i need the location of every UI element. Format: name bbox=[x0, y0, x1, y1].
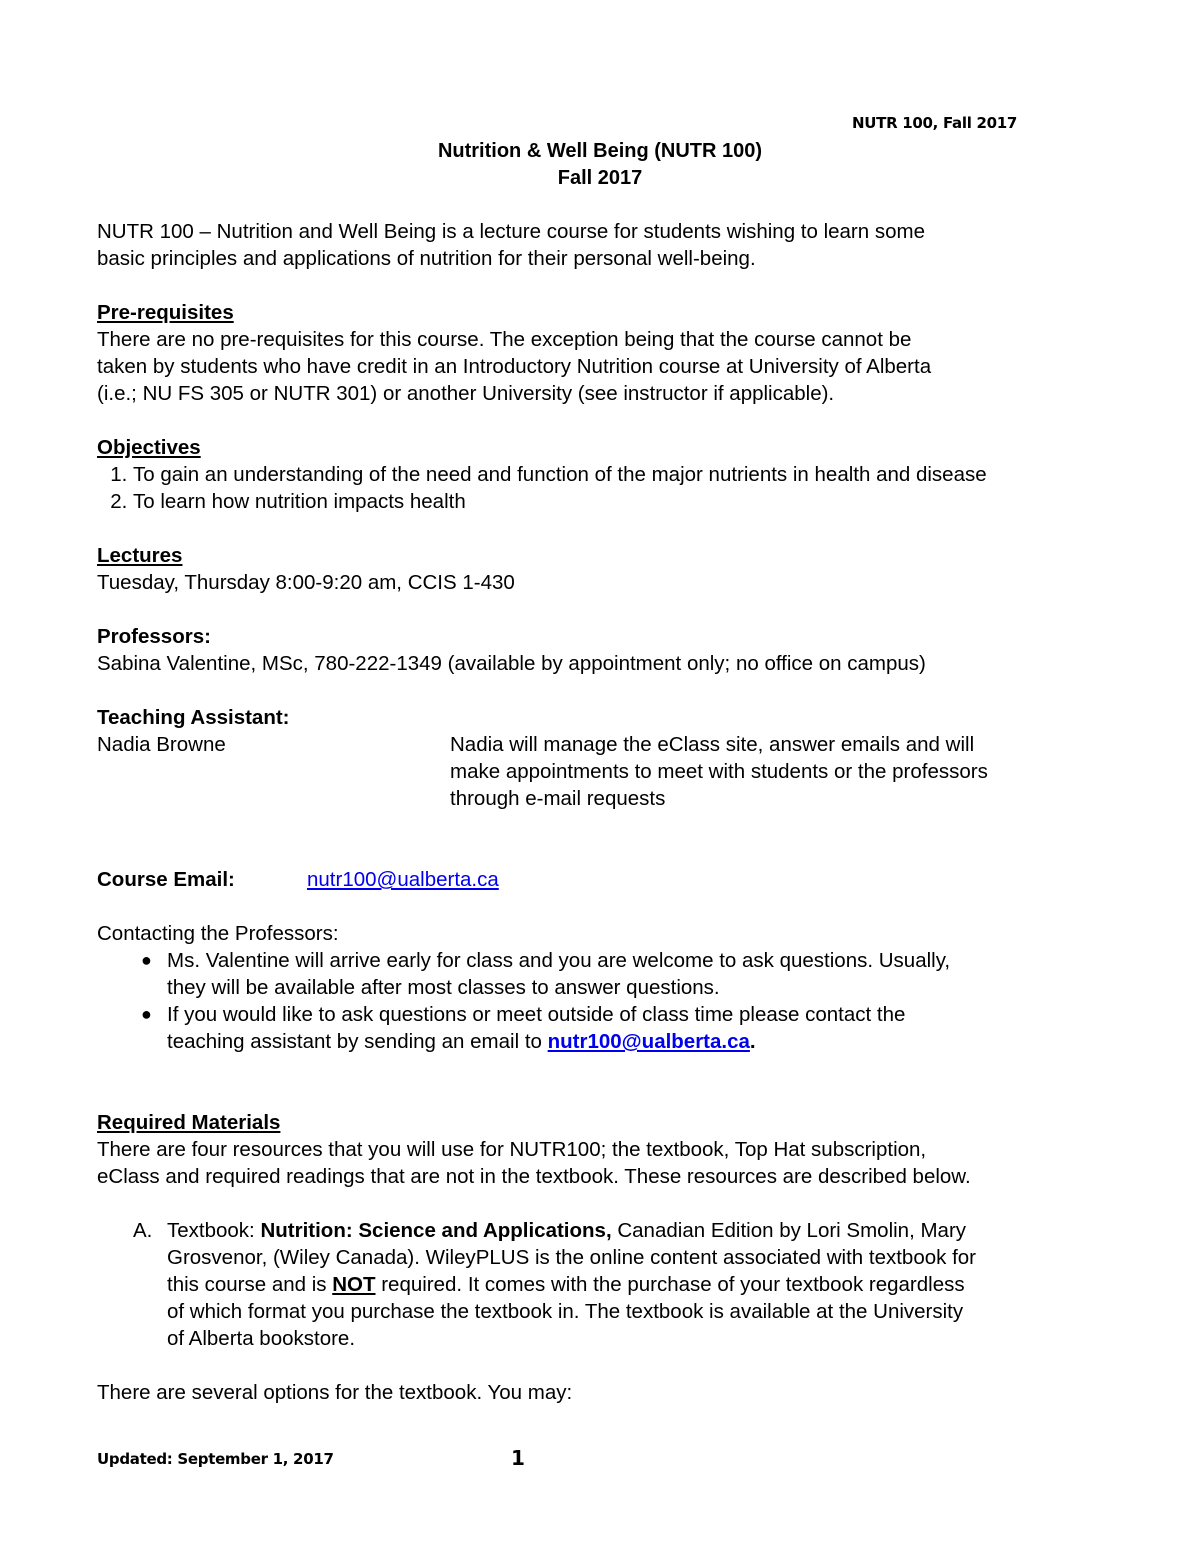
bullet-icon: ● bbox=[141, 950, 152, 970]
textbook-line-post: required. It comes with the purchase of your textbook regardless bbox=[375, 1273, 965, 1296]
textbook-line: Grosvenor, (Wiley Canada). WileyPLUS is the online content associated with textbook for bbox=[167, 1246, 976, 1269]
textbook-text bbox=[167, 1217, 976, 1352]
prerequisites-line: (i.e.; NU FS 305 or NUTR 301) or another University (see instructor if applicable). bbox=[97, 382, 835, 405]
prerequisites-line: There are no pre-requisites for this course. The exception being that the course cannot be bbox=[97, 328, 912, 351]
running-header: NUTR 100, Fall 2017 bbox=[852, 114, 1018, 132]
lectures-schedule: Tuesday, Thursday 8:00-9:20 am, CCIS 1-430 bbox=[97, 571, 515, 594]
contacting-item bbox=[141, 947, 1127, 1001]
textbook-line: of Alberta bookstore. bbox=[167, 1327, 356, 1350]
prerequisites-line: taken by students who have credit in an Introductory Nutrition course at University of Alberta bbox=[97, 355, 932, 378]
contacting-period: . bbox=[749, 1030, 756, 1053]
course-email-label: Course Email: bbox=[97, 868, 235, 891]
professors-details: Sabina Valentine, MSc, 780-222-1349 (available by appointment only; no office on campus) bbox=[97, 652, 926, 675]
required-materials-section bbox=[97, 1109, 1127, 1190]
contacting-list bbox=[97, 947, 1127, 1055]
teaching-assistant-section bbox=[97, 704, 1127, 812]
lectures-section bbox=[97, 542, 1127, 596]
required-materials-line: There are four resources that you will use for NUTR100; the textbook, Top Hat subscription, bbox=[97, 1138, 927, 1161]
contact-email-link[interactable]: nutr100@ualberta.ca bbox=[547, 1030, 750, 1053]
required-materials-heading: Required Materials bbox=[97, 1111, 281, 1134]
textbook-not: NOT bbox=[332, 1273, 376, 1296]
ta-desc-line: through e-mail requests bbox=[450, 787, 666, 810]
textbook-options-line: There are several options for the textbook. You may: bbox=[97, 1381, 573, 1404]
textbook-letter: A. bbox=[133, 1219, 153, 1242]
textbook-item bbox=[97, 1217, 1127, 1352]
contacting-heading: Contacting the Professors: bbox=[97, 922, 339, 945]
prerequisites-section bbox=[97, 299, 1127, 407]
document-title bbox=[0, 138, 1200, 192]
objective-item: 1. To gain an understanding of the need and function of the major nutrients in health and disease bbox=[133, 461, 1127, 488]
textbook-line bbox=[167, 1271, 976, 1298]
objectives-section bbox=[97, 434, 1127, 515]
title-line-2: Fall 2017 bbox=[557, 167, 643, 189]
contacting-text: Ms. Valentine will arrive early for class and you are welcome to ask questions. Usually, bbox=[167, 949, 951, 972]
ta-desc-line: Nadia will manage the eClass site, answer emails and will bbox=[450, 733, 975, 756]
bullet-icon: ● bbox=[141, 1004, 152, 1024]
contacting-section bbox=[97, 920, 1127, 1055]
footer-updated: Updated: September 1, 2017 bbox=[97, 1450, 334, 1468]
textbook-line: of which format you purchase the textbook in. The textbook is available at the University bbox=[167, 1300, 964, 1323]
contacting-text: teaching assistant by sending an email to bbox=[167, 1030, 548, 1053]
contacting-item bbox=[141, 1001, 1127, 1055]
teaching-assistant-description bbox=[450, 731, 1110, 812]
document-body bbox=[97, 218, 1127, 1406]
textbook-title: Nutrition: Science and Applications, bbox=[260, 1219, 612, 1242]
objectives-list bbox=[97, 461, 1127, 515]
teaching-assistant-heading: Teaching Assistant: bbox=[97, 706, 290, 729]
contacting-text: If you would like to ask questions or meet outside of class time please contact the bbox=[167, 1003, 906, 1026]
professors-section bbox=[97, 623, 1127, 677]
objectives-heading: Objectives bbox=[97, 436, 201, 459]
footer-page-number: 1 bbox=[511, 1446, 525, 1470]
contacting-text: they will be available after most classes to answer questions. bbox=[167, 976, 720, 999]
title-line-1: Nutrition & Well Being (NUTR 100) bbox=[437, 140, 763, 162]
textbook-line-pre: this course and is bbox=[167, 1273, 333, 1296]
teaching-assistant-name: Nadia Browne bbox=[97, 733, 226, 756]
intro-paragraph bbox=[97, 218, 1127, 272]
textbook-authors: Canadian Edition by Lori Smolin, Mary bbox=[611, 1219, 967, 1242]
textbook-prefix: Textbook: bbox=[167, 1219, 261, 1242]
textbook-line bbox=[167, 1217, 976, 1244]
course-email-row bbox=[97, 866, 1127, 893]
required-materials-line: eClass and required readings that are not in the textbook. These resources are described below. bbox=[97, 1165, 971, 1188]
intro-line: basic principles and applications of nutrition for their personal well-being. bbox=[97, 247, 756, 270]
professors-heading: Professors: bbox=[97, 625, 211, 648]
course-email-link[interactable]: nutr100@ualberta.ca bbox=[307, 868, 499, 891]
ta-desc-line: make appointments to meet with students or the professors bbox=[450, 760, 988, 783]
prerequisites-heading: Pre-requisites bbox=[97, 301, 234, 324]
objective-item: 2. To learn how nutrition impacts health bbox=[133, 488, 1127, 515]
intro-line: NUTR 100 – Nutrition and Well Being is a lecture course for students wishing to learn some bbox=[97, 220, 925, 243]
teaching-assistant-row bbox=[97, 731, 1127, 812]
lectures-heading: Lectures bbox=[97, 544, 183, 567]
